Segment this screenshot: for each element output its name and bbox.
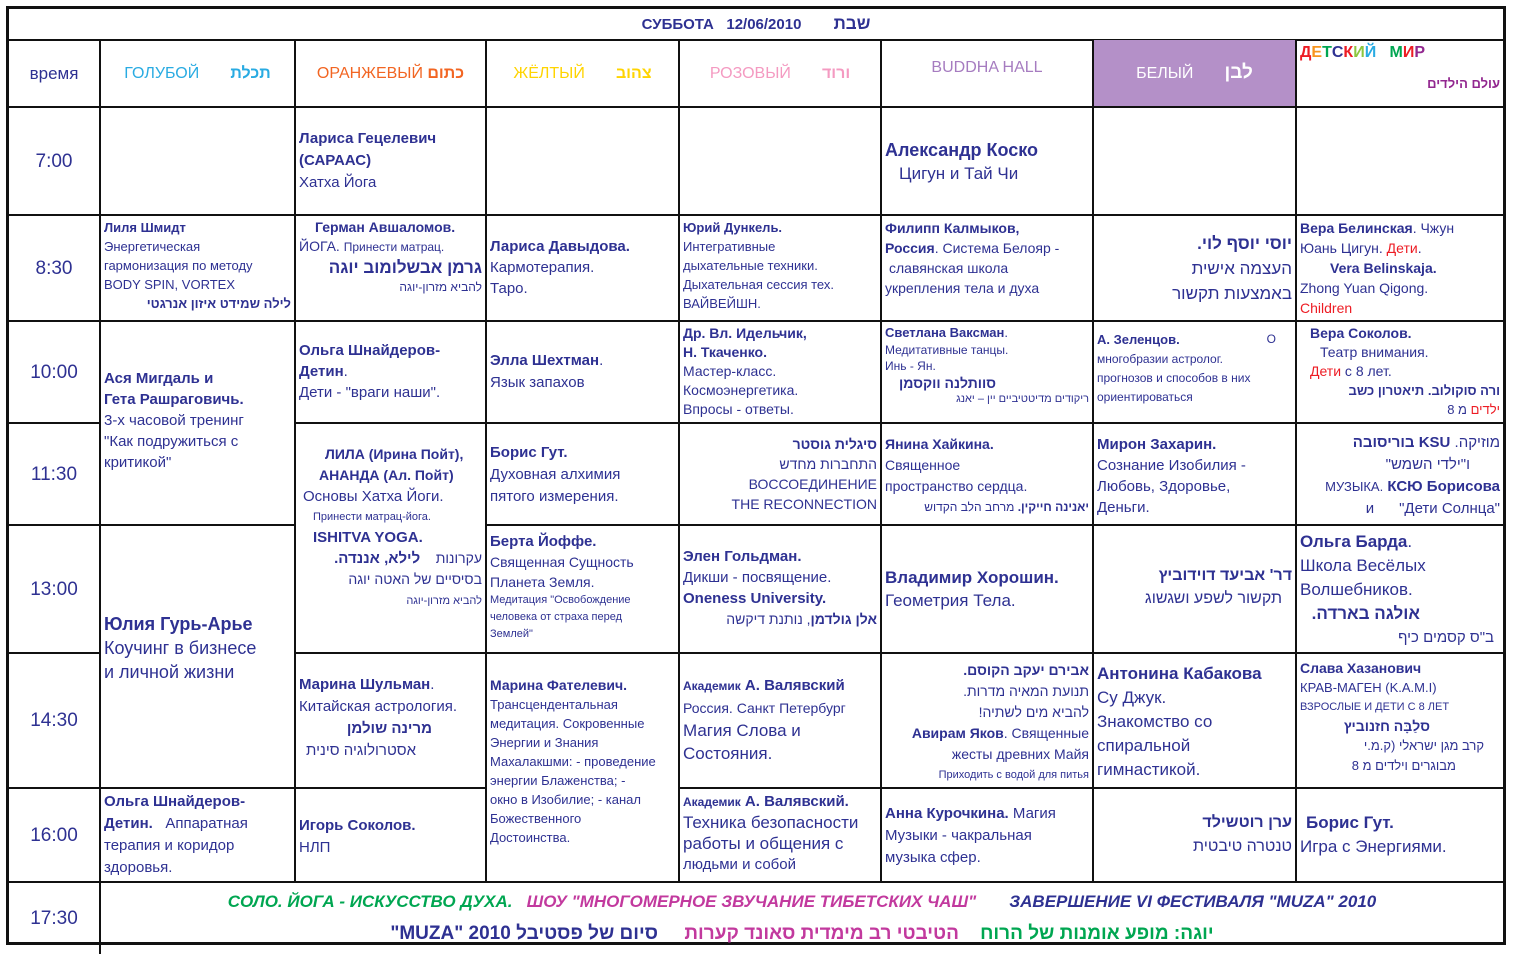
s1430-c5-name: Авирам Яков xyxy=(911,725,1004,741)
cell-7-00-pink xyxy=(679,107,881,215)
s1000-c1-l2: "Как подружиться с xyxy=(104,433,239,450)
header-orange xyxy=(295,40,486,107)
title-ru: СУББОТА 12/06/2010 xyxy=(641,16,802,33)
slot-17-30 xyxy=(9,882,1503,954)
s1130-c7-name: КСЮ Борисова xyxy=(1383,478,1500,495)
s830-c3-l2: Таро. xyxy=(490,280,528,297)
slot-7-00 xyxy=(9,107,1503,215)
s830-c1-l1: Энергетическая xyxy=(104,239,201,254)
s1130-c7-and: и xyxy=(1365,500,1375,517)
time-8-30: 8:30 xyxy=(9,215,100,321)
cell-11-30-kids xyxy=(1296,423,1503,525)
s1300-c4-l1: Дикши - посвящение. xyxy=(683,569,832,586)
s700-c2-name2: (САРААС) xyxy=(299,152,372,169)
s700-c5-name: Александр Коско xyxy=(885,139,1039,160)
s1300-c3-name: Берта Йоффе. xyxy=(490,533,597,550)
header-kids xyxy=(1296,40,1503,107)
s1000-c3-dot: . xyxy=(599,352,604,369)
s1600-c1-l3: здоровья. xyxy=(104,859,173,876)
s1300-c6-he-topic: תקשור לשפע ושגשוג xyxy=(1144,590,1282,607)
s830-c1-he: לילה שמידט איזון אנרגטי xyxy=(146,296,291,311)
s1600-c4-l3: людьми и собой xyxy=(683,856,796,873)
hall-yellow-he: צהוב xyxy=(615,64,652,82)
s1600-c4-name: А. Валявский. xyxy=(740,793,849,810)
s1000-c6-l3: ориентироваться xyxy=(1097,390,1193,404)
time-11-30: 11:30 xyxy=(9,423,100,525)
s1300-c6-he-name: דר' אביעד דוידוביץ xyxy=(1158,567,1292,584)
finale-he-1: יוגה: מופע אומנות של הרוח xyxy=(980,922,1214,944)
s1430-c2-he-name: מרינה שולמן xyxy=(346,720,432,737)
cell-7-00-buddha xyxy=(881,107,1093,215)
s1000-c4-name2: Н. Ткаченко. xyxy=(683,344,767,360)
s1130-c7-he-name: בוריסובה xyxy=(1352,434,1419,451)
s1300-c4-he-name: אלן גולדמן xyxy=(810,611,877,627)
s1130-c2-he-topic1: עקרונות xyxy=(435,550,482,566)
s830-c4-l3: Дыхательная сессия тех. xyxy=(683,277,834,292)
cell-16-00-white xyxy=(1093,788,1296,882)
cell-8-30-pink xyxy=(679,215,881,321)
s1430-c4-l1: Магия Слова и xyxy=(683,721,801,740)
s1430-c5-he-name: אבירם יעקב הקוסם. xyxy=(963,662,1089,678)
s830-c5-l3: укрепления тела и духа xyxy=(885,280,1040,296)
s700-c2-name1: Лариса Гецелевич xyxy=(299,130,437,147)
cell-13-00-kids xyxy=(1296,525,1503,653)
schedule-table xyxy=(9,40,1503,954)
s1600-c4-l2: работы и общения с xyxy=(683,834,844,853)
s1430-c6-l2: Знакомство со xyxy=(1097,712,1213,731)
time-10-00: 10:00 xyxy=(9,321,100,423)
hall-white-ru: БЕЛЫЙ xyxy=(1136,65,1194,82)
hall-kids-ru: ДЕТСКИЙ МИР xyxy=(1300,44,1426,61)
cell-8-30-yellow xyxy=(486,215,679,321)
cell-14-30-kids xyxy=(1296,653,1503,788)
s1430-c2-he-topic: אסטרולוגיה סינית xyxy=(306,742,416,759)
slot-13-00 xyxy=(9,525,1503,653)
s1430-c3-l6: окно в Изобилие; - канал xyxy=(490,792,641,807)
s1130-c4-he-name: סיגלית גוסטר xyxy=(792,436,877,452)
s1130-c2-topic: Основы Хатха Йоги. xyxy=(303,488,444,505)
cell-10-00-white xyxy=(1093,321,1296,423)
s1000-c5-he-topic: ריקודים מדיטטיביים יין – יאנג xyxy=(956,393,1089,405)
s1430-c7-he-l1: קרב מגן ישראלי (ק.מ.י xyxy=(1363,738,1484,753)
slot-16-00 xyxy=(9,788,1503,882)
s1600-c2-name: Игорь Соколов. xyxy=(299,817,416,834)
cell-14-30-orange xyxy=(295,653,486,788)
s1600-c7-topic: Игра с Энергиями. xyxy=(1300,837,1447,856)
s1430-c6-l4: гимнастикой. xyxy=(1097,760,1201,779)
s1430-c5-topic: . Священные xyxy=(1003,725,1089,741)
s1130-c7-ksu: KSU xyxy=(1418,434,1451,451)
hall-kids-he: עולם הילדים xyxy=(1427,76,1500,91)
hall-pink-ru: РОЗОВЫЙ xyxy=(709,64,791,82)
s1300-c1-l2: и личной жизни xyxy=(104,662,235,682)
s1600-c5-topic: Магия xyxy=(1008,805,1056,822)
s830-c4-l1: Интегративные xyxy=(683,239,776,254)
cell-13-00-pink xyxy=(679,525,881,653)
s830-c1-l3: BODY SPIN, VORTEX xyxy=(104,277,236,292)
s1000-c5-name: Светлана Ваксман xyxy=(885,325,1005,340)
s830-c4-l4: ВАЙВЕЙШН. xyxy=(683,296,761,311)
s830-c2-name: Герман Авшаломов. xyxy=(315,219,456,235)
header-time: время xyxy=(9,40,100,107)
s1600-c4-title: Академик xyxy=(683,795,741,809)
s1130-c5-he-topic: מרחב הלב הקדוש xyxy=(924,500,1018,514)
s1000-c7-he-age: מ 8 xyxy=(1447,402,1471,417)
s1300-c7-dot: . xyxy=(1407,532,1413,551)
title-he: שבת xyxy=(833,14,871,33)
s1130-c4-en: THE RECONNECTION xyxy=(731,496,877,512)
cell-14-30-pink xyxy=(679,653,881,788)
s1600-c5-l2: музыка сфер. xyxy=(885,849,981,866)
slot-8-30 xyxy=(9,215,1503,321)
s1130-c5-he-name: יאנינה חייקין. xyxy=(1017,500,1089,514)
s830-c7-dot: . xyxy=(1417,240,1422,256)
s1430-c2-topic: Китайская астрология. xyxy=(299,698,458,715)
s830-c5-name: Филипп Калмыков, xyxy=(885,220,1020,236)
s830-c4-l2: дыхательные техники. xyxy=(683,258,818,273)
s1130-c5-l2: пространство сердца. xyxy=(885,478,1028,494)
s1130-c4-ru: ВОССОЕДИНЕНИЕ xyxy=(748,476,877,492)
cell-11-30-yellow xyxy=(486,423,679,525)
header-pink xyxy=(679,40,881,107)
s1300-c1-l1: Коучинг в бизнесе xyxy=(104,638,257,658)
s1430-c3-l3: Энергии и Знания xyxy=(490,735,599,750)
s1130-c2-name2: АНАНДА (Ал. Пойт) xyxy=(319,467,454,483)
s830-c6-name: יוסי יוסף לוי. xyxy=(1197,233,1292,253)
finale-ru-3: ЗАВЕРШЕНИЕ VI ФЕСТИВАЛЯ "MUZA" 2010 xyxy=(1009,891,1377,911)
cell-10-00-pink xyxy=(679,321,881,423)
cell-13-00-blue xyxy=(100,525,295,788)
s1130-c6-l3: Деньги. xyxy=(1097,499,1150,516)
s1000-c6-o: О xyxy=(1266,332,1276,346)
s1430-c7-name: Слава Хазанович xyxy=(1300,660,1422,676)
s1430-c3-l7: Божественного xyxy=(490,811,582,826)
cell-7-00-blue xyxy=(100,107,295,215)
s1000-c2-name2: Детин xyxy=(299,363,344,380)
cell-8-30-orange xyxy=(295,215,486,321)
finale-he-2: הטיבטי רב מימדית סאונד קערות xyxy=(684,922,959,944)
s1300-c3-l3: Медитация "Освобождение xyxy=(490,594,631,606)
s830-c1-l2: гармонизация по методу xyxy=(104,258,253,273)
s1300-c5-name: Владимир Хорошин. xyxy=(885,568,1059,587)
s1430-c7-l2: ВЗРОСЛЫЕ И ДЕТИ С 8 ЛЕТ xyxy=(1300,701,1450,713)
s1600-c1-name1: Ольга Шнайдеров- xyxy=(104,793,246,810)
hall-white-he: לבן xyxy=(1224,62,1253,83)
hall-blue-he: תכלת xyxy=(230,64,271,82)
s1130-c7-music: МУЗЫКА. xyxy=(1325,479,1384,494)
cell-11-30-buddha xyxy=(881,423,1093,525)
s830-c5-topic: . Система Белояр - xyxy=(934,240,1060,256)
s830-c7-kids: Дети xyxy=(1386,240,1418,256)
s1000-c2-topic: Дети - "враги наши". xyxy=(299,384,441,401)
s1600-c5-l1: Музыки - чакральная xyxy=(885,827,1032,844)
s1130-c2-he-names: לילא, אננדה. xyxy=(334,550,421,567)
s1000-c4-l3: Впросы - ответы. xyxy=(683,401,794,417)
s1000-c1-name1: Ася Мигдаль и xyxy=(104,370,214,387)
s830-c2-he-note: להביא מזרון-יוגה xyxy=(399,280,482,294)
s1430-c5-note: Приходить с водой для питья xyxy=(938,769,1089,781)
header-row xyxy=(9,40,1503,107)
cell-13-00-buddha xyxy=(881,525,1093,653)
hall-orange-ru: ОРАНЖЕВЫЙ xyxy=(316,64,423,82)
s1130-c2-note: Принести матрац-йога. xyxy=(313,511,431,523)
cell-8-30-blue xyxy=(100,215,295,321)
s1000-c2-dot: . xyxy=(343,363,348,380)
cell-16-00-buddha xyxy=(881,788,1093,882)
cell-8-30-kids xyxy=(1296,215,1503,321)
s1000-c6-name: А. Зеленцов. xyxy=(1097,332,1180,347)
cell-7-00-kids xyxy=(1296,107,1503,215)
s1430-c3-l1: Трансцендентальная xyxy=(490,697,618,712)
cell-11-30-white xyxy=(1093,423,1296,525)
s830-c7-children: Children xyxy=(1300,300,1353,316)
cell-7-00-yellow xyxy=(486,107,679,215)
cell-7-00-orange xyxy=(295,107,486,215)
s1430-c5-he-l1: תנועת המאיה מדרות. xyxy=(963,683,1089,699)
s1430-c7-he-name: סלַבָּה חזנוביץ xyxy=(1343,718,1430,734)
finale-ru xyxy=(104,887,1500,917)
s1130-c6-l2: Любовь, Здоровье, xyxy=(1097,478,1231,495)
s1130-c6-l1: Сознание Изобилия - xyxy=(1097,457,1246,474)
s1300-c3-l2: Планета Земля. xyxy=(490,574,595,590)
time-14-30: 14:30 xyxy=(9,653,100,788)
s1430-c6-l3: спиральной xyxy=(1097,736,1191,755)
s1600-c1-name2: Детин. xyxy=(104,815,153,832)
s1430-c4-l2: Состояния. xyxy=(683,744,773,763)
s1130-c4-he-topic: התחברות מחדש xyxy=(779,456,877,472)
s1430-c5-he-l2: להביא מים לשתיה! xyxy=(978,704,1089,720)
s1430-c5-l2: жесты древних Майя xyxy=(951,746,1089,762)
s1600-c7-name: Борис Гут. xyxy=(1306,813,1394,832)
s1000-c7-he: ורה סוקולוב. תיאטרון כשב xyxy=(1348,383,1500,398)
s1130-c2-he-topic2: בסיסיים של האטה יוגה xyxy=(348,571,482,587)
s1000-c7-topic: Театр внимания. xyxy=(1320,344,1429,360)
hall-blue-ru: ГОЛУБОЙ xyxy=(124,64,200,82)
s830-c2-note: Принести матрац. xyxy=(343,240,445,254)
s830-c3-name: Лариса Давыдова. xyxy=(490,238,630,255)
s1000-c4-name1: Др. Вл. Идельчик, xyxy=(683,325,807,341)
s1130-c3-name: Борис Гут. xyxy=(490,444,568,461)
cell-14-30-white xyxy=(1093,653,1296,788)
s1000-c7-age: с 8 лет. xyxy=(1341,363,1392,379)
cell-10-00-kids xyxy=(1296,321,1503,423)
hall-pink-he: ורוד xyxy=(821,64,851,82)
s1430-c3-l5: энергии Блаженства; - xyxy=(490,773,626,788)
s1300-c7-he-name: אולגה בארדה. xyxy=(1311,604,1420,623)
s830-c1-name: Лиля Шмидт xyxy=(104,220,186,235)
s830-c5-l2: славянская школа xyxy=(889,260,1009,276)
cell-16-00-blue xyxy=(100,788,295,882)
s1600-c5-name: Анна Курочкина. xyxy=(885,805,1009,822)
s830-c7-name: Вера Белинская xyxy=(1300,220,1413,236)
s1600-c6-he-name: ערן רוטשילד xyxy=(1202,814,1292,831)
s1130-c7-he-kids: ו"ילדי השמש" xyxy=(1385,456,1470,473)
s1430-c6-l1: Су Джук. xyxy=(1097,688,1167,707)
header-blue xyxy=(100,40,295,107)
s1300-c4-name: Элен Гольдман. xyxy=(683,548,802,565)
s1430-c7-he-l2: מבוגרים וילדים מ 8 xyxy=(1351,758,1456,773)
s700-c2-topic: Хатха Йога xyxy=(299,174,377,191)
s1300-c1-name: Юлия Гурь-Арье xyxy=(104,614,253,634)
s830-c2-he: גרמן אבשלומוב יוגה xyxy=(328,258,482,277)
slot-10-00 xyxy=(9,321,1503,423)
cell-8-30-white xyxy=(1093,215,1296,321)
s830-c7-l2: Юань Цигун. xyxy=(1300,240,1383,256)
s1430-c7-l1: КРАВ-МАГЕН (K.A.M.I) xyxy=(1300,680,1437,695)
s1300-c7-name: Ольга Барда xyxy=(1300,532,1408,551)
hall-yellow-ru: ЖЁЛТЫЙ xyxy=(513,64,585,82)
s830-c6-l2: באמצעות תקשור xyxy=(1172,283,1292,303)
s1000-c5-l2: Инь - Ян. xyxy=(885,359,936,373)
header-white xyxy=(1093,40,1296,107)
cell-8-30-buddha xyxy=(881,215,1093,321)
s1000-c3-name: Элла Шехтман xyxy=(490,352,600,369)
s1000-c1-l3: критикой" xyxy=(104,454,172,471)
s1000-c1-name2: Гета Рашраговичь. xyxy=(104,391,244,408)
s1000-c7-he-kids: ילדים xyxy=(1470,402,1500,417)
cell-10-00-buddha xyxy=(881,321,1093,423)
s1000-c5-l1: Медитативные танцы. xyxy=(885,343,1009,357)
s1300-c7-l2: Волшебников. xyxy=(1300,580,1413,599)
cell-13-00-yellow xyxy=(486,525,679,653)
s830-c7-topic: . Чжун xyxy=(1412,220,1455,236)
finale-ru-1: СОЛО. ЙОГА - ИСКУССТВО ДУХА. xyxy=(227,891,513,911)
cell-10-00-blue xyxy=(100,321,295,525)
s830-c7-name-en: Vera Belinskaja. xyxy=(1330,260,1437,276)
cell-10-00-yellow xyxy=(486,321,679,423)
s1130-c2-name1: ЛИЛА (Ирина Пойт), xyxy=(325,446,464,462)
finale-cell xyxy=(100,882,1503,954)
s830-c7-topic-en: Zhong Yuan Qigong. xyxy=(1300,280,1429,296)
cell-16-00-pink xyxy=(679,788,881,882)
s1000-c1-l1: 3-х часовой тренинг xyxy=(104,412,244,429)
s1600-c4-l1: Техника безопасности xyxy=(683,813,859,832)
finale-he-3: סיום של פסטיבל 2010 "MUZA" xyxy=(390,922,658,944)
s1000-c2-name1: Ольга Шнайдеров- xyxy=(299,342,441,359)
time-7-00: 7:00 xyxy=(9,107,100,215)
cell-11-30-pink xyxy=(679,423,881,525)
hall-orange-he: כתום xyxy=(427,64,465,82)
s1000-c6-l2: прогнозов и способов в них xyxy=(1097,371,1251,385)
s1000-c4-l2: Космоэнергетика. xyxy=(683,382,799,398)
s1600-c1-l1: Аппаратная xyxy=(165,815,248,832)
s1000-c3-topic: Язык запахов xyxy=(490,374,585,391)
s1430-c4-name: А. Валявский xyxy=(740,677,845,694)
s1600-c1-l2: терапия и коридор xyxy=(104,837,235,854)
s1430-c2-dot: . xyxy=(430,676,435,693)
s1430-c4-title: Академик xyxy=(683,679,741,693)
hall-buddha-ru: BUDDHA HALL xyxy=(931,59,1043,76)
s1130-c7-he-music: מוזיקה. xyxy=(1454,434,1500,451)
cell-14-30-buddha xyxy=(881,653,1093,788)
s1300-c4-l2: Oneness University. xyxy=(683,590,827,607)
cell-7-00-white xyxy=(1093,107,1296,215)
cell-13-00-white xyxy=(1093,525,1296,653)
s1600-c6-he-topic: טנטרה טיבטית xyxy=(1193,838,1292,855)
s1130-c3-l1: Духовная алхимия xyxy=(490,466,621,483)
s830-c5-country: Россия xyxy=(885,240,935,256)
cell-16-00-kids xyxy=(1296,788,1503,882)
cell-16-00-orange xyxy=(295,788,486,882)
s1430-c3-name: Марина Фателевич. xyxy=(490,677,628,693)
s1130-c2-he-note: להביא מזרון-יוגה xyxy=(406,595,482,607)
time-16-00: 16:00 xyxy=(9,788,100,882)
s1300-c7-l1: Школа Весёлых xyxy=(1300,556,1426,575)
s1130-c3-l2: пятого измерения. xyxy=(490,488,619,505)
s1300-c7-he-topic: ב"ס קסמים כיף xyxy=(1398,629,1494,646)
s1000-c5-dot: . xyxy=(1004,325,1008,340)
cell-10-00-orange xyxy=(295,321,486,423)
s1430-c3-l2: медитация. Сокровенные xyxy=(490,716,645,731)
s1130-c5-l1: Священное xyxy=(885,457,961,473)
s1000-c5-he-name: סוותלנה ווקסמן xyxy=(899,375,997,391)
s1300-c3-l4: человека от страха перед xyxy=(490,611,622,623)
time-17-30: 17:30 xyxy=(9,882,100,954)
s1300-c5-topic: Геометрия Тела. xyxy=(885,591,1016,610)
s1000-c4-l1: Мастер-класс. xyxy=(683,363,777,379)
s1300-c3-l5: Землей" xyxy=(490,628,533,640)
time-13-00: 13:00 xyxy=(9,525,100,653)
cell-11-30-orange xyxy=(295,423,486,653)
s1130-c6-name: Мирон Захарин. xyxy=(1097,436,1217,453)
finale-he xyxy=(104,917,1500,951)
s1430-c3-l4: Махалакшми: - проведение xyxy=(490,754,656,769)
page-title xyxy=(9,9,1503,41)
header-yellow xyxy=(486,40,679,107)
s1000-c6-l1: многобразии астролог. xyxy=(1097,352,1223,366)
s1130-c7-kids-sun: "Дети Солнца" xyxy=(1399,500,1500,517)
s1000-c7-name: Вера Соколов. xyxy=(1310,325,1412,341)
s1300-c4-he-topic: , נותנת דיקשה xyxy=(726,611,811,627)
s1130-c2-yoga: ISHITVA YOGA. xyxy=(313,529,423,546)
s700-c5-topic: Цигун и Тай Чи xyxy=(899,163,1019,183)
s1300-c3-l1: Священная Сущность xyxy=(490,554,634,570)
s830-c4-name: Юрий Дункель. xyxy=(683,220,783,235)
s1430-c6-name: Антонина Кабакова xyxy=(1097,664,1262,683)
s1430-c3-l8: Достоинства. xyxy=(490,830,571,845)
finale-ru-2: ШОУ "МНОГОМЕРНОЕ ЗВУЧАНИЕ ТИБЕТСКИХ ЧАШ" xyxy=(526,891,977,911)
s1430-c4-country: Россия. xyxy=(683,700,733,716)
s830-c3-l1: Кармотерапия. xyxy=(490,259,595,276)
s830-c2-topic: ЙОГА. xyxy=(299,238,340,254)
s1130-c5-name: Янина Хайкина. xyxy=(885,436,994,452)
cell-14-30-yellow xyxy=(486,653,679,882)
s1000-c7-kids: Дети xyxy=(1310,363,1342,379)
s1600-c2-topic: НЛП xyxy=(299,839,331,856)
schedule-sheet xyxy=(6,6,1506,945)
s1430-c4-city: Санкт Петербург xyxy=(732,700,846,716)
s1430-c2-name: Марина Шульман xyxy=(299,676,431,693)
header-buddha xyxy=(881,40,1093,107)
s830-c6-l1: העצמה אישית xyxy=(1191,258,1292,278)
